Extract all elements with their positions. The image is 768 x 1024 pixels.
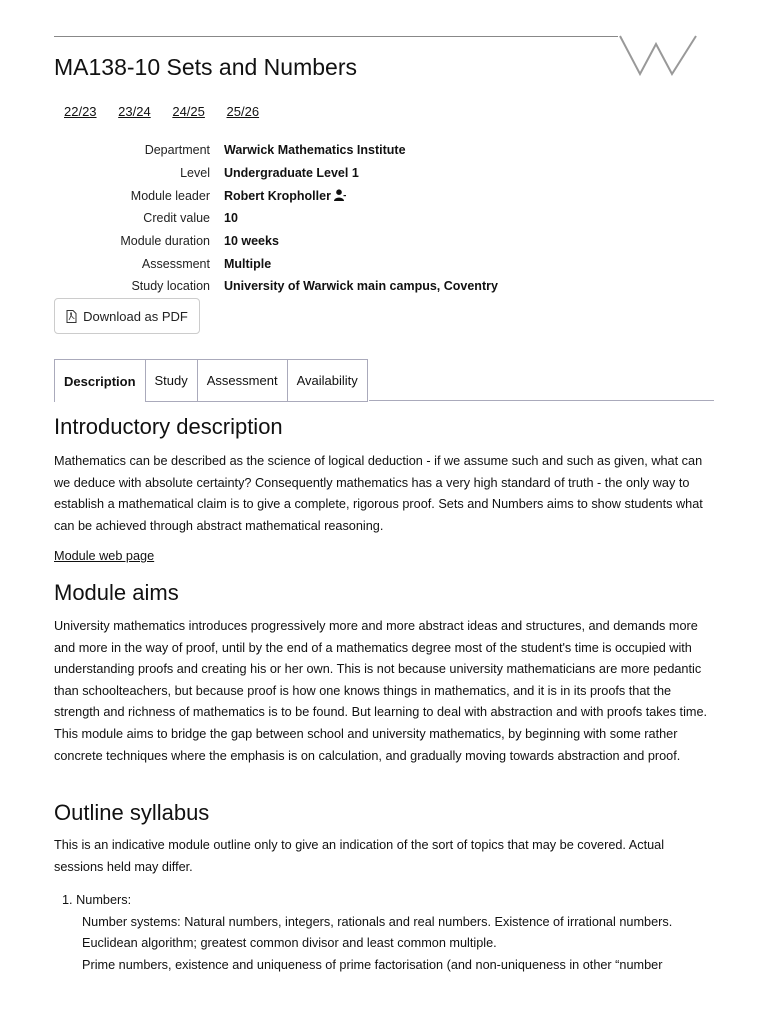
syllabus-list — [62, 890, 712, 976]
syllabus-text: This is an indicative module outline only to give an indication of the sort of topics that may be covered. Actual sessions held may differ. — [54, 838, 665, 874]
info-label: Assessment — [141, 256, 210, 271]
intro-text: Mathematics can be described as the science of logical deduction - if we assume such and such as given, what can we deduce with absolute certainty? Consequently mathematics has a very high standard of truth - the only way to establish a mathematical claim is to give a complete, rigorous proof. Sets and Numbers aims to show students what can be achieved through abstract mathematical reasoning. — [54, 454, 703, 533]
aims-heading: Module aims — [54, 580, 179, 605]
page-title: MA138-10 Sets and Numbers — [54, 54, 357, 80]
info-row — [54, 184, 498, 207]
tab-divider — [369, 400, 714, 401]
info-label: Study location — [131, 279, 210, 294]
info-row — [54, 207, 498, 230]
tab-assessment[interactable]: Assessment — [198, 359, 288, 402]
tab-study[interactable]: Study — [146, 359, 198, 402]
warwick-logo-icon — [618, 30, 718, 80]
info-value: 10 — [224, 211, 238, 226]
tab-bar — [54, 359, 368, 400]
list-item-line: Prime numbers, existence and uniqueness of prime factorisation (and non-uniqueness in other “number — [82, 957, 663, 972]
year-links — [64, 104, 277, 119]
aims-text: University mathematics introduces progressively more and more abstract ideas and structures, and demands more and more in the way of proof, until by the end of a mathematics degree most of the student's time is occupied with understanding proofs and creating his or her own. This is not because university mathematicians are more pedantic than schoolteachers, but because proof is how one knows things in mathematics, and it is in its proofs that the strength and richness of mathematics is to be found. But learning to deal with abstraction and with proofs takes time. This module aims to bridge the gap between school and university mathematics, by beginning with some rather concrete techniques where the emphasis is on calculation, and gradually moving towards abstraction and proof. — [54, 619, 708, 763]
info-value: 10 weeks — [224, 234, 279, 249]
download-pdf-button[interactable] — [54, 298, 200, 334]
tab-description[interactable]: Description — [54, 359, 146, 402]
info-row — [54, 230, 498, 253]
info-label: Credit value — [143, 211, 210, 226]
info-value: Multiple — [224, 256, 272, 271]
info-label: Department — [144, 143, 210, 158]
syllabus-heading: Outline syllabus — [54, 800, 210, 825]
year-link-22-23[interactable]: 22/23 — [64, 104, 97, 119]
info-value: Warwick Mathematics Institute — [224, 143, 406, 158]
info-value: University of Warwick main campus, Coventry — [224, 279, 498, 294]
module-leader-name[interactable]: Robert Kropholler — [224, 188, 331, 203]
person-icon — [334, 189, 346, 201]
info-label: Module duration — [120, 234, 210, 249]
list-item: 1. Numbers: — [62, 893, 132, 907]
info-row — [54, 139, 498, 162]
intro-heading: Introductory description — [54, 414, 283, 439]
pdf-file-icon — [66, 310, 77, 323]
download-pdf-label: Download as PDF — [83, 308, 188, 324]
tab-availability[interactable]: Availability — [288, 359, 368, 402]
year-link-23-24[interactable]: 23/24 — [118, 104, 151, 119]
list-item-line: Euclidean algorithm; greatest common divisor and least common multiple. — [82, 936, 497, 951]
year-link-25-26[interactable]: 25/26 — [226, 104, 260, 119]
info-value-leader[interactable] — [224, 184, 498, 207]
info-row — [54, 252, 498, 275]
module-info-table — [54, 139, 498, 298]
header-rule — [54, 36, 714, 37]
list-item-line: Number systems: Natural numbers, integers, rationals and real numbers. Existence of irrational numbers. — [82, 914, 673, 929]
info-row — [54, 275, 498, 298]
module-web-page-link[interactable]: Module web page — [54, 549, 155, 563]
info-row — [54, 162, 498, 185]
info-label: Level — [180, 166, 210, 181]
info-label: Module leader — [130, 188, 210, 203]
info-value: Undergraduate Level 1 — [224, 166, 359, 181]
year-link-24-25[interactable]: 24/25 — [172, 104, 205, 119]
